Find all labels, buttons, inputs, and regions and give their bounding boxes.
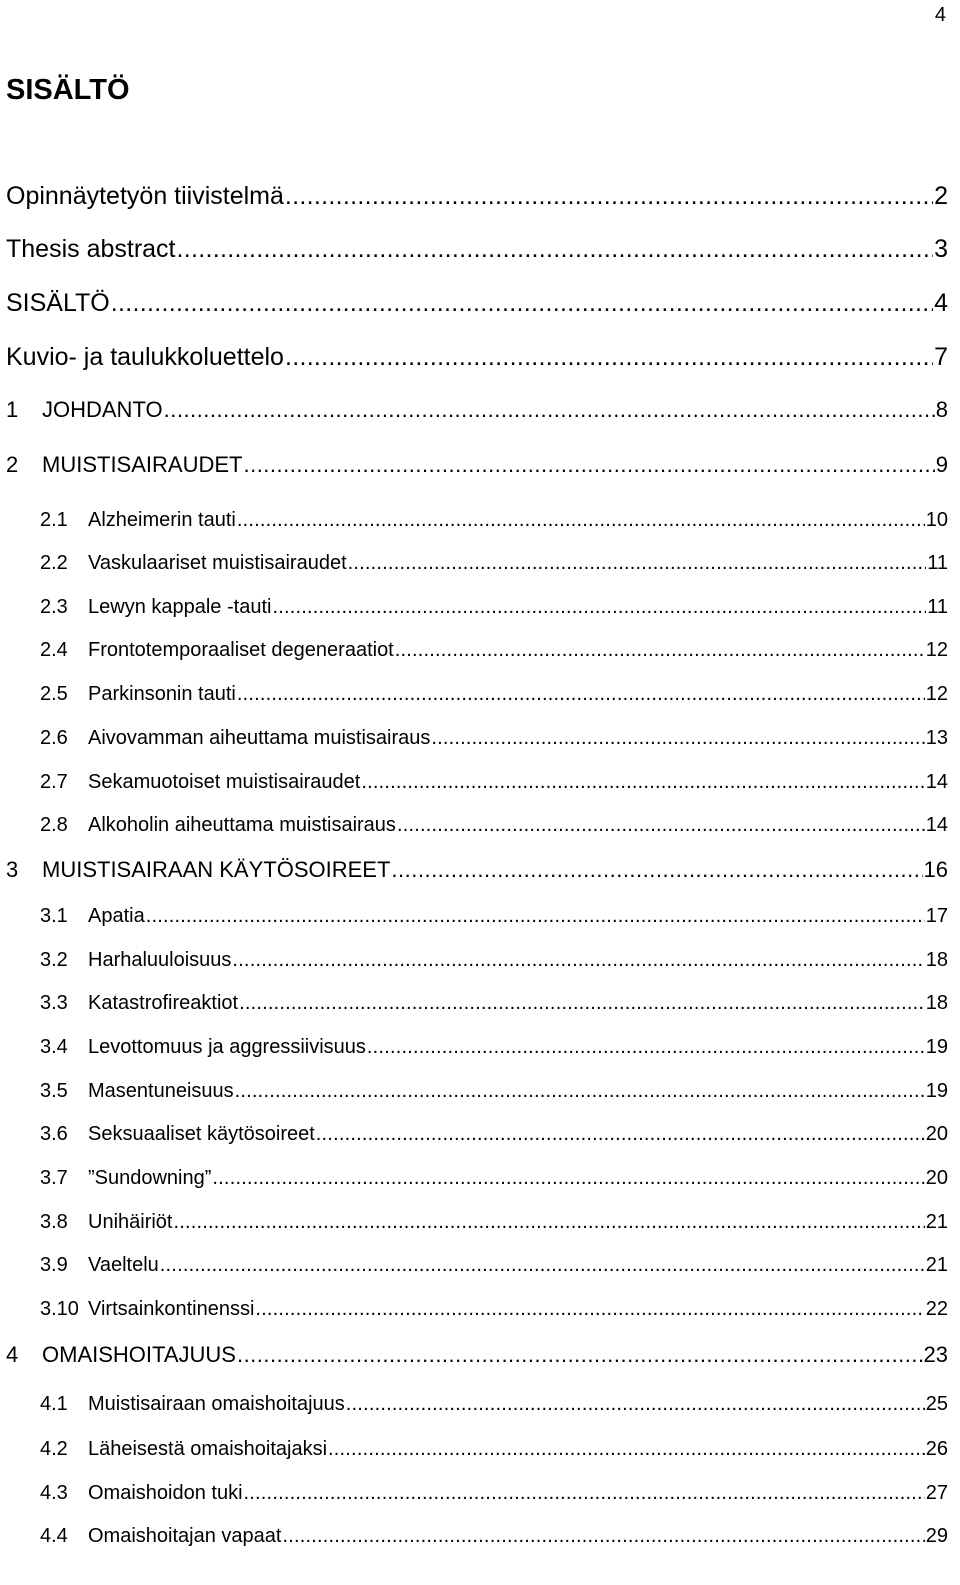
toc-entry[interactable] [0,1436,960,1462]
toc-entry[interactable] [0,1341,960,1369]
toc-entry-page: 26 [925,1438,948,1460]
toc-entry-number: 2.6 [40,727,68,749]
toc-entry-page: 16 [923,857,948,882]
toc-dot-leader [431,725,924,751]
toc-entry[interactable] [0,990,960,1016]
toc-entry[interactable] [0,1523,960,1549]
toc-entry-page: 11 [927,552,948,574]
toc-entry-page: 23 [923,1342,948,1367]
toc-entry-title: Opinnäytetyön tiivistelmä [6,182,284,210]
toc-entry-title: Vaeltelu [88,1254,159,1276]
toc-entry-number: 3.1 [40,905,68,927]
toc-dot-leader [212,1165,924,1191]
toc-entry-number: 2 [6,452,19,477]
toc-entry[interactable] [0,550,960,576]
toc-entry-page: 9 [935,452,948,477]
toc-entry[interactable] [0,1121,960,1147]
toc-entry-page: 25 [925,1393,948,1415]
toc-entry[interactable] [0,1391,960,1417]
toc-entry[interactable] [0,287,960,319]
toc-entry-page: 2 [934,182,948,210]
toc-entry-title: ”Sundowning” [88,1167,212,1189]
toc-entry-page: 20 [925,1167,948,1189]
toc-dot-leader [237,507,925,533]
toc-entry[interactable] [0,1209,960,1235]
toc-entry-title: Muistisairaan omaishoitajuus [88,1393,345,1415]
toc-entry-number: 3.10 [40,1298,79,1320]
toc-entry-page: 18 [925,992,948,1014]
toc-entry[interactable] [0,1252,960,1278]
toc-dot-leader [146,903,925,929]
toc-entry-number: 3 [6,857,19,882]
toc-entry-title: Vaskulaariset muistisairaudet [88,552,347,574]
toc-entry-title: Seksuaaliset käytösoireet [88,1123,315,1145]
toc-entry[interactable] [0,1034,960,1060]
toc-entry[interactable] [0,637,960,663]
toc-entry-page: 17 [925,905,948,927]
toc-entry-number: 3.5 [40,1080,68,1102]
toc-entry[interactable] [0,681,960,707]
toc-entry-number: 4 [6,1342,19,1367]
toc-entry-page: 11 [927,596,948,618]
toc-entry-title: Alkoholin aiheuttama muistisairaus [88,814,396,836]
toc-entry-number: 2.3 [40,596,68,618]
toc-entry[interactable] [0,507,960,533]
toc-dot-leader [244,1480,925,1506]
toc-entry[interactable] [0,1165,960,1191]
toc-entry[interactable] [0,451,960,479]
toc-dot-leader [395,637,925,663]
toc-entry-number: 3.7 [40,1167,68,1189]
toc-entry-page: 21 [925,1211,948,1233]
toc-entry-number: 2.7 [40,771,68,793]
toc-entry-page: 12 [925,639,948,661]
toc-dot-leader [235,1078,925,1104]
toc-dot-leader [177,233,934,265]
toc-entry[interactable] [0,812,960,838]
toc-entry-number: 4.3 [40,1482,68,1504]
toc-dot-leader [160,1252,925,1278]
toc-entry-title: Omaishoidon tuki [88,1482,243,1504]
toc-entry-number: 4.4 [40,1525,68,1547]
toc-entry[interactable] [0,396,960,424]
toc-entry-page: 3 [934,235,948,263]
toc-entry-number: 4.2 [40,1438,68,1460]
toc-dot-leader [243,451,934,479]
toc-dot-leader [272,594,926,620]
toc-entry-number: 3.6 [40,1123,68,1145]
toc-entry-number: 3.2 [40,949,68,971]
toc-entry-title: Kuvio- ja taulukkoluettelo [6,343,284,371]
toc-dot-leader [361,769,924,795]
toc-entry-page: 4 [934,289,948,317]
toc-entry-title: Lewyn kappale -tauti [88,596,272,618]
toc-entry[interactable] [0,856,960,884]
toc-entry-title: Unihäiriöt [88,1211,173,1233]
toc-entry[interactable] [0,769,960,795]
toc-dot-leader [328,1436,925,1462]
toc-entry-title: OMAISHOITAJUUS [42,1342,236,1367]
toc-entry-title: Frontotemporaaliset degeneraatiot [88,639,394,661]
toc-entry-title: JOHDANTO [42,397,163,422]
toc-entry-page: 19 [925,1036,948,1058]
toc-dot-leader [316,1121,925,1147]
toc-entry-page: 12 [925,683,948,705]
toc-entry-page: 7 [934,343,948,371]
toc-entry-page: 21 [925,1254,948,1276]
toc-entry[interactable] [0,903,960,929]
toc-entry[interactable] [0,1296,960,1322]
toc-entry-number: 2.4 [40,639,68,661]
toc-entry-page: 29 [925,1525,948,1547]
toc-entry-page: 19 [925,1080,948,1102]
toc-entry-title: Apatia [88,905,145,927]
toc-entry[interactable] [0,341,960,373]
toc-entry-title: Alzheimerin tauti [88,509,236,531]
toc-entry-title: Aivovamman aiheuttama muistisairaus [88,727,431,749]
toc-dot-leader [285,180,933,212]
toc-entry-number: 3.3 [40,992,68,1014]
toc-dot-leader [397,812,925,838]
page-number: 4 [934,4,946,26]
toc-entry-title: Virtsainkontinenssi [88,1298,255,1320]
toc-entry-number: 2.8 [40,814,68,836]
toc-entry-title: MUISTISAIRAUDET [42,452,243,477]
toc-entry[interactable] [0,725,960,751]
toc-entry-number: 2.5 [40,683,68,705]
toc-dot-leader [367,1034,925,1060]
toc-dot-leader [111,287,933,319]
toc-entry-number: 3.8 [40,1211,68,1233]
toc-entry[interactable] [0,180,960,212]
toc-dot-leader [255,1296,924,1322]
toc-entry[interactable] [0,233,960,265]
toc-entry-page: 13 [925,727,948,749]
toc-entry-page: 20 [925,1123,948,1145]
toc-entry-title: MUISTISAIRAAN KÄYTÖSOIREET [42,857,391,882]
toc-entry-title: Läheisestä omaishoitajaksi [88,1438,328,1460]
toc-entry-page: 22 [925,1298,948,1320]
toc-entry-title: Levottomuus ja aggressiivisuus [88,1036,366,1058]
toc-entry-number: 2.1 [40,509,68,531]
toc-dot-leader [239,990,925,1016]
toc-entry-title: Parkinsonin tauti [88,683,236,705]
toc-entry[interactable] [0,594,960,620]
toc-entry-title: Thesis abstract [6,235,176,263]
toc-entry-page: 14 [925,771,948,793]
toc-entry-title: Masentuneisuus [88,1080,234,1102]
toc-entry-number: 1 [6,397,19,422]
toc-entry-title: Katastrofireaktiot [88,992,239,1014]
toc-dot-leader [391,856,922,884]
toc-dot-leader [237,681,925,707]
toc-entry-number: 3.9 [40,1254,68,1276]
toc-entry[interactable] [0,947,960,973]
toc-entry-title: Omaishoitajan vapaat [88,1525,282,1547]
toc-entry-title: Sekamuotoiset muistisairaudet [88,771,361,793]
toc-entry-number: 2.2 [40,552,68,574]
toc-dot-leader [232,947,924,973]
toc-entry-title: Harhaluuloisuus [88,949,232,971]
toc-entry-page: 18 [925,949,948,971]
toc-entry-page: 27 [925,1482,948,1504]
toc-entry-number: 3.4 [40,1036,68,1058]
toc-dot-leader [164,396,935,424]
toc-dot-leader [346,1391,925,1417]
toc-entry-page: 8 [935,397,948,422]
toc-entry-page: 14 [925,814,948,836]
toc-entry-page: 10 [925,509,948,531]
toc-entry-title: SISÄLTÖ [6,289,110,317]
toc-entry[interactable] [0,1480,960,1506]
toc-entry[interactable] [0,1078,960,1104]
toc-dot-leader [237,1341,923,1369]
toc-dot-leader [285,341,933,373]
toc-dot-leader [282,1523,924,1549]
toc-heading: SISÄLTÖ [6,74,130,106]
toc-dot-leader [173,1209,924,1235]
toc-dot-leader [348,550,927,576]
toc-entry-number: 4.1 [40,1393,68,1415]
